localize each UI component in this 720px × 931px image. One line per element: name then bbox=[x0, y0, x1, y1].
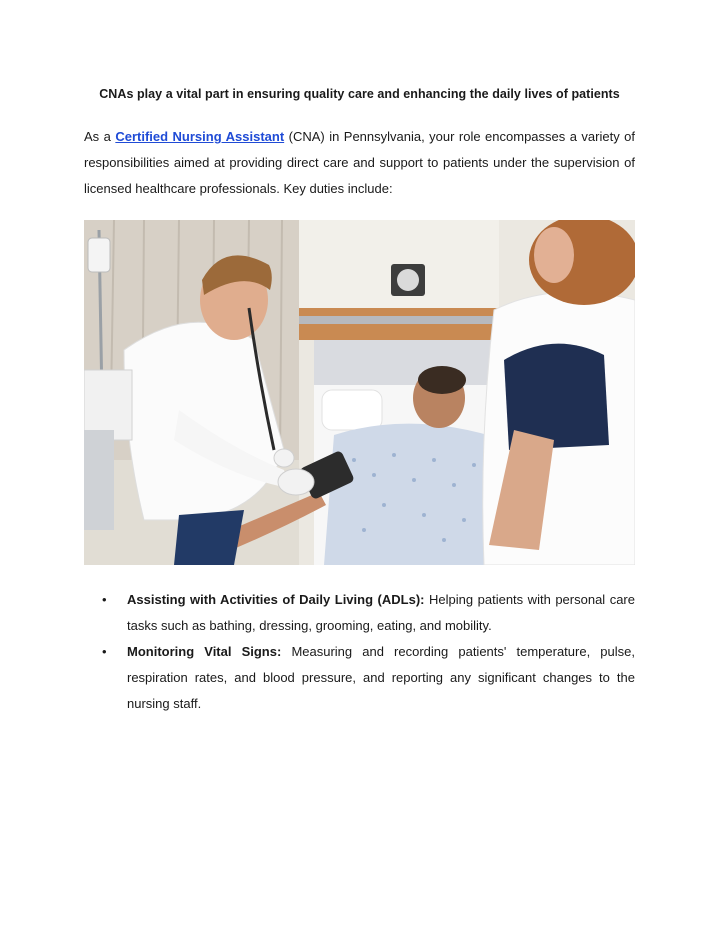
bullet-icon: • bbox=[102, 644, 107, 659]
list-item bbox=[84, 639, 635, 717]
intro-paragraph bbox=[84, 124, 635, 202]
duty-description: Measuring and recording patients' temperature, pulse, respiration rates, and blood pressure, and reporting any significant changes to the nursing staff. bbox=[127, 644, 635, 711]
duty-description: Helping patients with personal care tasks such as bathing, dressing, grooming, eating, and mobility. bbox=[127, 592, 635, 633]
training-photo bbox=[84, 220, 635, 565]
duty-term: Monitoring Vital Signs: bbox=[127, 644, 282, 659]
bullet-icon: • bbox=[102, 592, 107, 607]
intro-suffix: (CNA) in Pennsylvania, your role encompasses a variety of responsibilities aimed at providing direct care and support to patients under the supervision of licensed healthcare professionals. Key duties include: bbox=[84, 129, 636, 196]
list-item bbox=[84, 587, 635, 639]
duties-list bbox=[84, 587, 635, 717]
page-heading: CNAs play a vital part in ensuring quality care and enhancing the daily lives of patients bbox=[99, 87, 620, 101]
cna-link[interactable]: Certified Nursing Assistant bbox=[115, 129, 285, 144]
intro-prefix: As a bbox=[84, 129, 111, 144]
duty-term: Assisting with Activities of Daily Living (ADLs): bbox=[127, 592, 425, 607]
